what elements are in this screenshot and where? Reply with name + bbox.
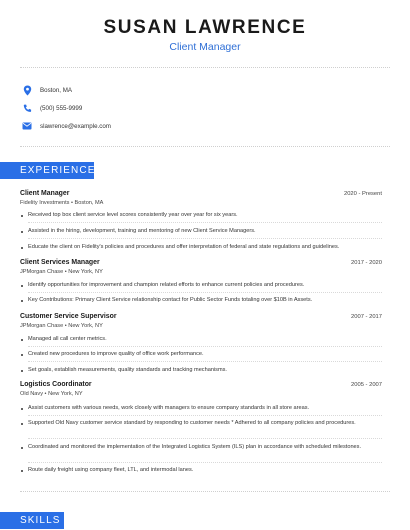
- bullet: Route daily freight using company fleet, LTL, and intermodal lanes.: [20, 467, 382, 474]
- divider: [20, 491, 390, 492]
- section-experience-heading: EXPERIENCE: [0, 162, 94, 179]
- bullet: Key Contributions: Primary Client Service relationship contact for Public Sector Funds totaling over $10B in Assets.: [20, 297, 382, 304]
- contact-phone-text: (500) 555-9999: [40, 104, 83, 112]
- bullet: Created new procedures to improve quality of office work performance.: [20, 351, 382, 358]
- candidate-role: Client Manager: [169, 41, 241, 53]
- job-bullets: [20, 212, 382, 219]
- job-dates: 2020 - Present: [343, 191, 382, 197]
- contact-email-text: slawrence@example.com: [40, 122, 111, 130]
- job-company: JPMorgan Chase • New York, NY: [20, 323, 103, 329]
- job-bullets: [20, 244, 382, 251]
- job-company: Fidelity Investments • Boston, MA: [20, 200, 104, 206]
- job-title: Client Manager: [20, 190, 70, 197]
- section-skills-heading: SKILLS: [0, 512, 64, 529]
- job-dates: 2017 - 2020: [351, 260, 382, 266]
- bullet: Identify opportunities for improvement and champion related efforts to enhance current policies and procedures.: [20, 282, 382, 289]
- envelope-icon: [20, 120, 34, 132]
- job-company: JPMorgan Chase • New York, NY: [20, 269, 103, 275]
- job-bullets: [20, 351, 382, 358]
- contact-location: [20, 84, 72, 96]
- bullet-divider: [28, 222, 382, 223]
- phone-icon: [20, 102, 34, 114]
- divider: [20, 146, 390, 147]
- job-dates: 2005 - 2007: [351, 382, 382, 388]
- bullet-divider: [28, 438, 382, 439]
- bullet: Received top box client service level scores consistently year over year for six years.: [20, 212, 382, 219]
- map-pin-icon: [20, 84, 34, 96]
- bullet-divider: [28, 292, 382, 293]
- contact-phone: [20, 102, 82, 114]
- job-bullets: [20, 336, 382, 343]
- bullet-divider: [28, 462, 382, 463]
- job-dates: 2007 - 2017: [351, 314, 382, 320]
- candidate-name: SUSAN LAWRENCE: [103, 17, 307, 38]
- bullet: Educate the client on Fidelity's policies and procedures and offer interpretation of federal and state regulations and guidelines.: [20, 244, 382, 251]
- bullet: Managed all call center metrics.: [20, 336, 382, 343]
- job-bullets: [20, 444, 382, 451]
- bullet-divider: [28, 361, 382, 362]
- job-title: Customer Service Supervisor: [20, 313, 117, 320]
- bullet: Assist customers with various needs, work closely with managers to ensure company standards in all store areas.: [20, 405, 382, 412]
- job-company: Old Navy • New York, NY: [20, 391, 83, 397]
- job-bullets: [20, 405, 382, 412]
- job-entry: [20, 381, 382, 397]
- job-title: Client Services Manager: [20, 259, 100, 266]
- contact-location-text: Boston, MA: [40, 86, 72, 94]
- job-entry: [20, 313, 382, 329]
- job-title: Logistics Coordinator: [20, 381, 92, 388]
- bullet-divider: [28, 238, 382, 239]
- job-bullets: [20, 282, 382, 289]
- divider: [20, 67, 390, 68]
- job-bullets: [20, 297, 382, 304]
- bullet-divider: [28, 415, 382, 416]
- job-bullets: [20, 420, 382, 427]
- bullet-divider: [28, 346, 382, 347]
- bullet: Set goals, establish measurements, quality standards and tracking mechanisms.: [20, 367, 382, 374]
- bullet: Coordinated and monitored the implementation of the Integrated Logistics System (ILS) plan in accordance with scheduled milestones.: [20, 444, 382, 451]
- job-entry: [20, 190, 382, 206]
- job-bullets: [20, 367, 382, 374]
- contact-email: [20, 120, 111, 132]
- job-bullets: [20, 467, 382, 474]
- job-entry: [20, 259, 382, 275]
- bullet: Supported Old Navy customer service standard by responding to customer needs * Adhered to all company policies and procedures.: [20, 420, 382, 427]
- job-bullets: [20, 228, 382, 235]
- bullet: Assisted in the hiring, development, training and mentoring of new Client Service Managers.: [20, 228, 382, 235]
